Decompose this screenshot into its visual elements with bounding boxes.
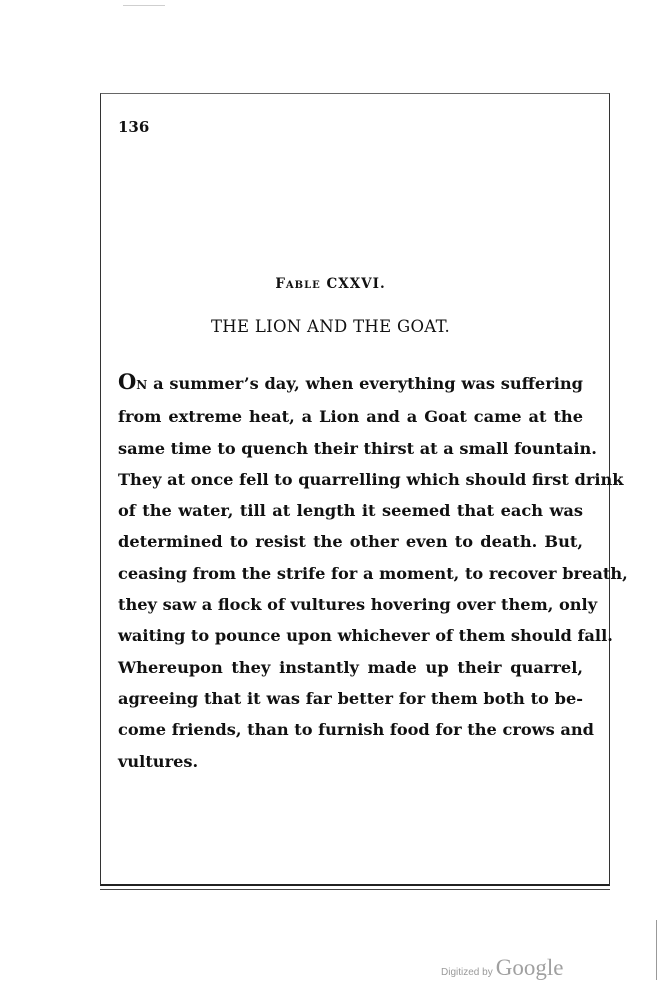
body-line: They at once fell to quarrelling which should first drink — [118, 469, 624, 489]
first-line-text: a summer’s day, when everything was suffering — [147, 374, 583, 393]
body-line: of the water, till at length it seemed that each was — [118, 501, 583, 521]
digitized-by-label: Digitized by — [441, 967, 493, 978]
body-line: they saw a flock of vultures hovering over them, only — [118, 595, 598, 615]
page-edge — [656, 920, 661, 980]
fable-title: THE LION AND THE GOAT. — [210, 317, 451, 336]
body-line: agreeing that it was far better for them both to be- — [118, 688, 583, 708]
body-line: waiting to pounce upon whichever of them should fall. — [118, 626, 613, 646]
digitized-by-watermark — [441, 955, 563, 981]
drop-cap: O — [118, 369, 137, 394]
body-line: ceasing from the strife for a moment, to recover breath, — [118, 563, 628, 583]
page-number: 136 — [118, 118, 150, 136]
fable-body — [118, 366, 628, 777]
body-line: ON a summer’s day, when everything was suffering — [118, 369, 583, 394]
fable-number: FABLE CXXVI. — [275, 276, 386, 292]
body-line: same time to quench their thirst at a small fountain. — [118, 438, 597, 458]
body-line: vultures. — [118, 751, 199, 771]
top-edge-mark — [123, 0, 165, 6]
body-line: from extreme heat, a Lion and a Goat came at the — [118, 407, 583, 427]
google-logo: Google — [495, 955, 564, 980]
body-line: come friends, than to furnish food for the crows and — [118, 720, 594, 740]
body-line: determined to resist the other even to death. But, — [118, 532, 583, 552]
body-line: Whereupon they instantly made up their quarrel, — [118, 657, 583, 677]
